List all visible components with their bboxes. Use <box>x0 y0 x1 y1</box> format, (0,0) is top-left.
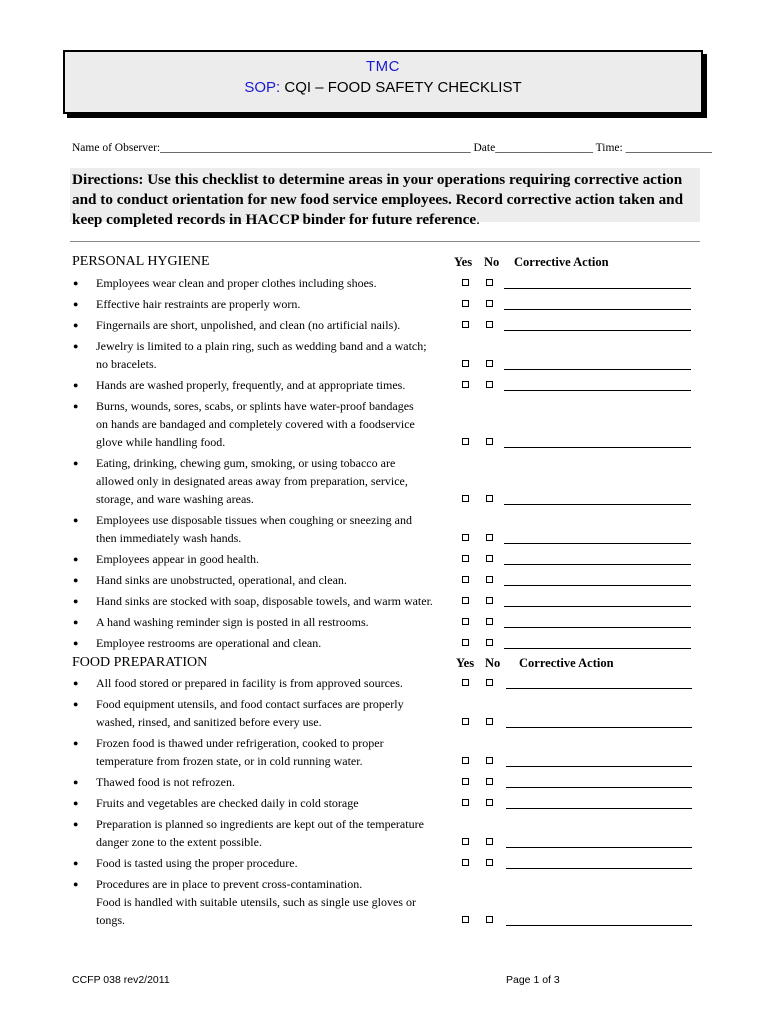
bullet-icon: ● <box>73 798 79 808</box>
bullet-icon: ● <box>73 515 79 525</box>
checklist-item-text: Frozen food is thawed under refrigeration, cooked to proper <box>96 736 384 750</box>
column-yes-header: Yes <box>454 255 473 269</box>
form-id: CCFP 038 rev2/2011 <box>72 974 170 986</box>
corrective-action-field[interactable] <box>506 787 692 788</box>
corrective-action-field[interactable] <box>504 585 691 586</box>
yes-checkbox[interactable] <box>462 639 469 646</box>
yes-checkbox[interactable] <box>462 495 469 502</box>
checklist-item-text: Food is handled with suitable utensils, such as single use gloves or <box>96 895 416 909</box>
corrective-action-field[interactable] <box>504 309 691 310</box>
no-checkbox[interactable] <box>486 859 493 866</box>
directions-text: Directions: Use this checklist to determine areas in your operations requiring corrective action and to conduct orientation for new food service employees. Record corrective action taken and keep completed records in HACCP binder for future reference <box>72 171 684 228</box>
yes-checkbox[interactable] <box>462 321 469 328</box>
no-checkbox[interactable] <box>486 718 493 725</box>
sop-label: SOP: <box>244 79 281 96</box>
no-checkbox[interactable] <box>486 778 493 785</box>
bullet-icon: ● <box>73 777 79 787</box>
checklist-item-text: Burns, wounds, sores, scabs, or splints have water-proof bandages <box>96 399 414 413</box>
column-corrective-action-header: Corrective Action <box>519 656 614 670</box>
no-checkbox[interactable] <box>486 534 493 541</box>
corrective-action-field[interactable] <box>504 543 691 544</box>
checklist-item-text: Fingernails are short, unpolished, and clean (no artificial nails). <box>96 318 401 332</box>
checklist-item-text: Procedures are in place to prevent cross-contamination. <box>96 877 363 891</box>
bullet-icon: ● <box>73 299 79 309</box>
column-yes-header: Yes <box>456 656 475 670</box>
bullet-icon: ● <box>73 401 79 411</box>
no-checkbox[interactable] <box>486 300 493 307</box>
checklist-item-text: on hands are bandaged and completely covered with a foodservice <box>96 417 415 431</box>
corrective-action-field[interactable] <box>504 447 691 448</box>
checklist-item-text: Thawed food is not refrozen. <box>96 775 235 789</box>
checklist-item-text: Food is tasted using the proper procedure. <box>96 856 298 870</box>
column-corrective-action-header: Corrective Action <box>514 255 609 269</box>
bullet-icon: ● <box>73 380 79 390</box>
checklist-item-text: no bracelets. <box>96 357 157 371</box>
directions-period: . <box>476 211 480 228</box>
bullet-icon: ● <box>73 819 79 829</box>
section-title: PERSONAL HYGIENE <box>72 254 210 269</box>
yes-checkbox[interactable] <box>462 597 469 604</box>
bullet-icon: ● <box>73 879 79 889</box>
corrective-action-field[interactable] <box>506 808 692 809</box>
checklist-item-text: washed, rinsed, and sanitized before every use. <box>96 715 322 729</box>
checklist-item-text: glove while handling food. <box>96 435 226 449</box>
yes-checkbox[interactable] <box>462 838 469 845</box>
no-checkbox[interactable] <box>486 639 493 646</box>
bullet-icon: ● <box>73 554 79 564</box>
corrective-action-field[interactable] <box>504 504 691 505</box>
yes-checkbox[interactable] <box>462 360 469 367</box>
column-no-header: No <box>484 255 500 269</box>
yes-checkbox[interactable] <box>462 718 469 725</box>
bullet-icon: ● <box>73 858 79 868</box>
yes-checkbox[interactable] <box>462 618 469 625</box>
no-checkbox[interactable] <box>486 360 493 367</box>
corrective-action-field[interactable] <box>504 390 691 391</box>
title-text: CQI – FOOD SAFETY CHECKLIST <box>280 79 522 96</box>
checklist-item-text: Hand sinks are unobstructed, operational, and clean. <box>96 573 347 587</box>
no-checkbox[interactable] <box>486 597 493 604</box>
no-checkbox[interactable] <box>486 555 493 562</box>
bullet-icon: ● <box>73 575 79 585</box>
observer-date-time-line: Name of Observer:______________________________________________________ Date_________________ Time: _______________ <box>72 142 712 154</box>
no-checkbox[interactable] <box>486 495 493 502</box>
corrective-action-field[interactable] <box>504 369 691 370</box>
bullet-icon: ● <box>73 678 79 688</box>
checklist-item-text: Food equipment utensils, and food contact surfaces are properly <box>96 697 404 711</box>
checklist-item-text: danger zone to the extent possible. <box>96 835 262 849</box>
checklist-item-text: Fruits and vegetables are checked daily in cold storage <box>96 796 359 810</box>
checklist-item-text: temperature from frozen state, or in cold running water. <box>96 754 363 768</box>
corrective-action-field[interactable] <box>504 606 691 607</box>
corrective-action-field[interactable] <box>504 627 691 628</box>
section-divider <box>70 241 700 242</box>
corrective-action-field[interactable] <box>506 925 692 926</box>
bullet-icon: ● <box>73 638 79 648</box>
checklist-item-text: then immediately wash hands. <box>96 531 242 545</box>
yes-checkbox[interactable] <box>462 438 469 445</box>
checklist-item-text: Employees use disposable tissues when coughing or sneezing and <box>96 513 412 527</box>
checklist-item-text: Effective hair restraints are properly worn. <box>96 297 301 311</box>
no-checkbox[interactable] <box>486 838 493 845</box>
no-checkbox[interactable] <box>486 679 493 686</box>
yes-checkbox[interactable] <box>462 916 469 923</box>
no-checkbox[interactable] <box>486 757 493 764</box>
yes-checkbox[interactable] <box>462 555 469 562</box>
yes-checkbox[interactable] <box>462 300 469 307</box>
corrective-action-field[interactable] <box>504 564 691 565</box>
yes-checkbox[interactable] <box>462 859 469 866</box>
checklist-item-text: Jewelry is limited to a plain ring, such as wedding band and a watch; <box>96 339 427 353</box>
checklist-item-text: allowed only in designated areas away from preparation, service, <box>96 474 408 488</box>
no-checkbox[interactable] <box>486 799 493 806</box>
corrective-action-field[interactable] <box>506 868 692 869</box>
directions-box <box>70 168 700 228</box>
checklist-item-text: Hand sinks are stocked with soap, disposable towels, and warm water. <box>96 594 433 608</box>
yes-checkbox[interactable] <box>462 757 469 764</box>
corrective-action-field[interactable] <box>506 847 692 848</box>
corrective-action-field[interactable] <box>504 288 691 289</box>
bullet-icon: ● <box>73 738 79 748</box>
yes-checkbox[interactable] <box>462 778 469 785</box>
checklist-item-text: Preparation is planned so ingredients are kept out of the temperature <box>96 817 424 831</box>
org-name: TMC <box>366 58 400 75</box>
no-checkbox[interactable] <box>486 321 493 328</box>
bullet-icon: ● <box>73 341 79 351</box>
column-no-header: No <box>485 656 501 670</box>
yes-checkbox[interactable] <box>462 534 469 541</box>
checklist-item-text: Employees appear in good health. <box>96 552 259 566</box>
yes-checkbox[interactable] <box>462 381 469 388</box>
title-box <box>63 50 703 114</box>
corrective-action-field[interactable] <box>506 766 692 767</box>
yes-checkbox[interactable] <box>462 576 469 583</box>
checklist-item-text: storage, and ware washing areas. <box>96 492 254 506</box>
checklist-item-text: tongs. <box>96 913 126 927</box>
checklist-item-text: Employee restrooms are operational and clean. <box>96 636 322 650</box>
corrective-action-field[interactable] <box>504 648 691 649</box>
checklist-item-text: A hand washing reminder sign is posted in all restrooms. <box>96 615 369 629</box>
bullet-icon: ● <box>73 699 79 709</box>
yes-checkbox[interactable] <box>462 679 469 686</box>
section-title: FOOD PREPARATION <box>72 655 208 670</box>
no-checkbox[interactable] <box>486 618 493 625</box>
document-title <box>65 79 701 96</box>
no-checkbox[interactable] <box>486 438 493 445</box>
checklist-item-text: All food stored or prepared in facility is from approved sources. <box>96 676 403 690</box>
no-checkbox[interactable] <box>486 916 493 923</box>
page-number: Page 1 of 3 <box>506 974 560 986</box>
bullet-icon: ● <box>73 596 79 606</box>
checklist-item-text: Hands are washed properly, frequently, and at appropriate times. <box>96 378 406 392</box>
corrective-action-field[interactable] <box>506 688 692 689</box>
yes-checkbox[interactable] <box>462 279 469 286</box>
corrective-action-field[interactable] <box>504 330 691 331</box>
bullet-icon: ● <box>73 278 79 288</box>
yes-checkbox[interactable] <box>462 799 469 806</box>
bullet-icon: ● <box>73 320 79 330</box>
no-checkbox[interactable] <box>486 279 493 286</box>
checklist-item-text: Employees wear clean and proper clothes including shoes. <box>96 276 377 290</box>
bullet-icon: ● <box>73 458 79 468</box>
no-checkbox[interactable] <box>486 381 493 388</box>
no-checkbox[interactable] <box>486 576 493 583</box>
bullet-icon: ● <box>73 617 79 627</box>
checklist-item-text: Eating, drinking, chewing gum, smoking, or using tobacco are <box>96 456 396 470</box>
corrective-action-field[interactable] <box>506 727 692 728</box>
